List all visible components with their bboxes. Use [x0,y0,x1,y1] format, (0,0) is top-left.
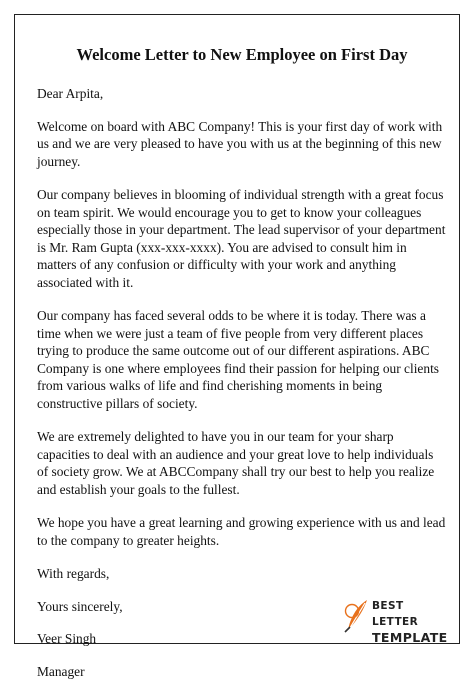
signer-name: Veer Singh [37,631,97,646]
quill-pen-icon [342,597,370,633]
letter-title: Welcome Letter to New Employee on First Day [76,45,408,64]
signer-title: Manager [37,663,85,679]
salutation: Dear Arpita, [37,86,104,101]
paragraph-5: We hope you have a great learning and growing experience with us and lead to the company to greater heights. [37,515,446,548]
closing-regards: With regards, [37,566,110,581]
closing-sincerely: Yours sincerely, [37,598,123,614]
paragraph-3: Our company has faced several odds to be where it is today. There was a time when we were just a team of five people from very different places trying to produce the same outcome out of our different aspirations. ABC Company is one where employees find their passion for helping our clients from various walks of life and find cherishing moments in being constructive pillars of society. [37,308,440,411]
logo-line-1: BEST LETTER [372,600,419,628]
paragraph-1: Welcome on board with ABC Company! This is your first day of work with us and we are very pleased to have you with us at the beginning of this new journey. [37,118,443,169]
paragraph-2: Our company believes in blooming of individual strength with a great focus on team spirit. We would encourage you to get to know your colleagues especially those in your department. The lead supervisor of your department is Mr. Ram Gupta (xxx-xxx-xxxx). You are advised to consult him in matters of any confusion or difficulty with your work and anything associated with it. [37,187,446,290]
logo-line-2: TEMPLATE [372,630,448,645]
brand-logo [342,596,452,645]
logo-text [372,598,452,646]
paragraph-4: We are extremely delighted to have you in our team for your sharp capacities to deal with an audience and your great love to help individuals of society grow. We at ABCCompany shall try our best to help you realize and establish your goals to the fullest. [37,429,435,497]
